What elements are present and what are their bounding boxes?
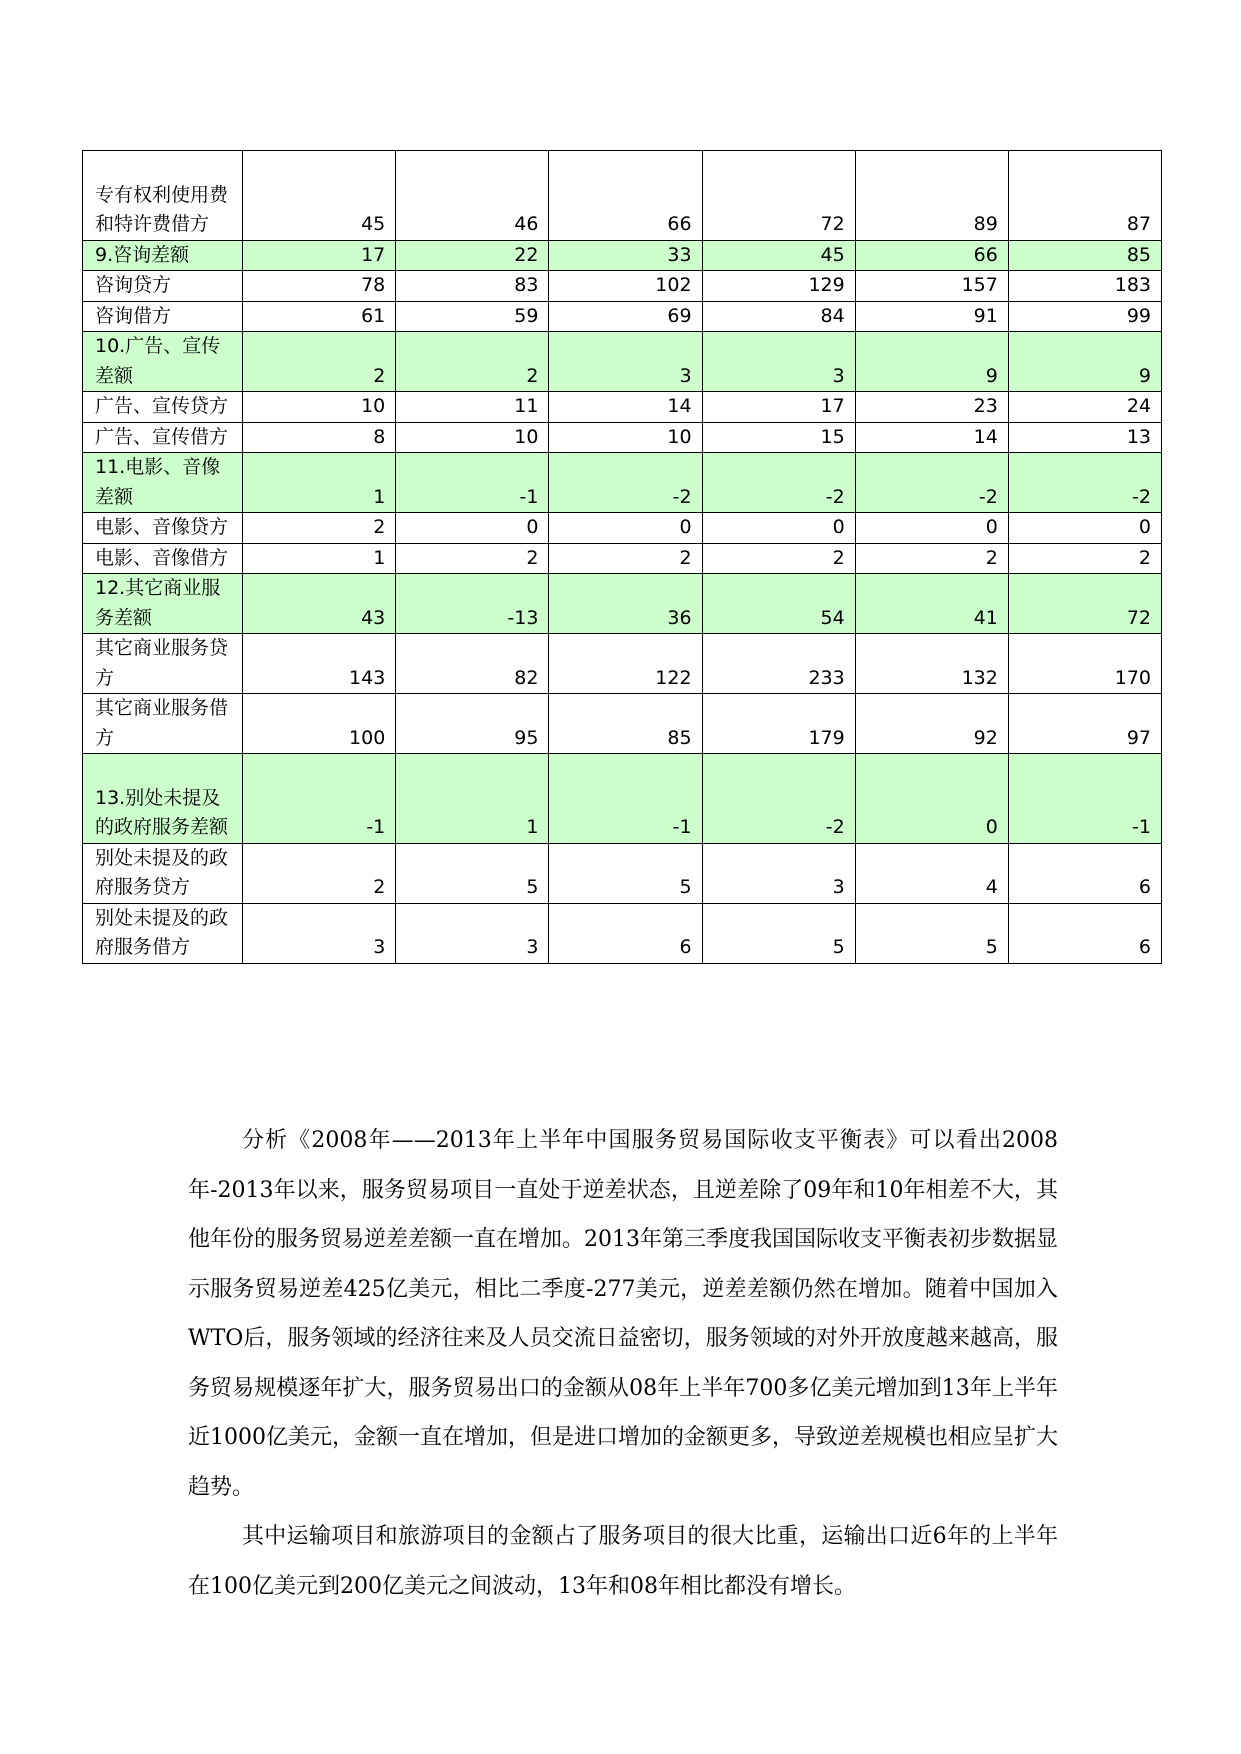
table-row bbox=[83, 301, 1162, 332]
row-label: 别处未提及的政府服务贷方 bbox=[83, 843, 243, 903]
value-cell: 0 bbox=[1008, 513, 1161, 544]
value-cell: -2 bbox=[702, 453, 855, 513]
value-cell: 2 bbox=[855, 543, 1008, 574]
value-cell: 78 bbox=[243, 271, 396, 302]
table-row bbox=[83, 392, 1162, 423]
value-cell: 23 bbox=[855, 392, 1008, 423]
value-cell: -1 bbox=[396, 453, 549, 513]
value-cell: 54 bbox=[702, 574, 855, 634]
value-cell: 92 bbox=[855, 694, 1008, 754]
value-cell: 10 bbox=[396, 422, 549, 453]
value-cell: 24 bbox=[1008, 392, 1161, 423]
value-cell: 5 bbox=[549, 843, 702, 903]
value-cell: 45 bbox=[702, 240, 855, 271]
row-label: 13.别处未提及的政府服务差额 bbox=[83, 754, 243, 844]
value-cell: -2 bbox=[1008, 453, 1161, 513]
value-cell: 179 bbox=[702, 694, 855, 754]
value-cell: 95 bbox=[396, 694, 549, 754]
table-row bbox=[83, 453, 1162, 513]
value-cell: 5 bbox=[396, 843, 549, 903]
row-label: 11.电影、音像差额 bbox=[83, 453, 243, 513]
service-trade-table bbox=[82, 150, 1162, 964]
value-cell: 183 bbox=[1008, 271, 1161, 302]
value-cell: 9 bbox=[1008, 332, 1161, 392]
value-cell: 0 bbox=[855, 513, 1008, 544]
row-label: 咨询借方 bbox=[83, 301, 243, 332]
value-cell: 143 bbox=[243, 634, 396, 694]
value-cell: 100 bbox=[243, 694, 396, 754]
value-cell: 91 bbox=[855, 301, 1008, 332]
value-cell: 102 bbox=[549, 271, 702, 302]
row-label: 电影、音像借方 bbox=[83, 543, 243, 574]
value-cell: -1 bbox=[243, 754, 396, 844]
table-row bbox=[83, 543, 1162, 574]
analysis-paragraph-2: 其中运输项目和旅游项目的金额占了服务项目的很大比重，运输出口近6年的上半年在100亿美元到200亿美元之间波动，13年和08年相比都没有增长。 bbox=[188, 1524, 1058, 1599]
value-cell: 3 bbox=[243, 903, 396, 963]
value-cell: 72 bbox=[702, 151, 855, 241]
value-cell: 45 bbox=[243, 151, 396, 241]
row-label: 咨询贷方 bbox=[83, 271, 243, 302]
value-cell: 157 bbox=[855, 271, 1008, 302]
value-cell: 9 bbox=[855, 332, 1008, 392]
value-cell: 2 bbox=[243, 513, 396, 544]
table-row bbox=[83, 574, 1162, 634]
value-cell: 83 bbox=[396, 271, 549, 302]
row-label: 10.广告、宣传差额 bbox=[83, 332, 243, 392]
value-cell: -2 bbox=[549, 453, 702, 513]
table-row bbox=[83, 271, 1162, 302]
row-label: 其它商业服务借方 bbox=[83, 694, 243, 754]
table-row bbox=[83, 151, 1162, 241]
value-cell: 13 bbox=[1008, 422, 1161, 453]
value-cell: -2 bbox=[855, 453, 1008, 513]
value-cell: 85 bbox=[1008, 240, 1161, 271]
value-cell: 17 bbox=[243, 240, 396, 271]
value-cell: 82 bbox=[396, 634, 549, 694]
value-cell: 0 bbox=[702, 513, 855, 544]
value-cell: 10 bbox=[243, 392, 396, 423]
table-row bbox=[83, 422, 1162, 453]
value-cell: 87 bbox=[1008, 151, 1161, 241]
value-cell: 4 bbox=[855, 843, 1008, 903]
value-cell: 85 bbox=[549, 694, 702, 754]
value-cell: 0 bbox=[549, 513, 702, 544]
value-cell: 2 bbox=[243, 843, 396, 903]
table-row bbox=[83, 843, 1162, 903]
row-label: 电影、音像贷方 bbox=[83, 513, 243, 544]
table-row bbox=[83, 240, 1162, 271]
value-cell: 15 bbox=[702, 422, 855, 453]
value-cell: 33 bbox=[549, 240, 702, 271]
value-cell: 2 bbox=[1008, 543, 1161, 574]
value-cell: 2 bbox=[702, 543, 855, 574]
value-cell: 6 bbox=[549, 903, 702, 963]
row-label: 9.咨询差额 bbox=[83, 240, 243, 271]
value-cell: 11 bbox=[396, 392, 549, 423]
table-body bbox=[83, 151, 1162, 964]
value-cell: 46 bbox=[396, 151, 549, 241]
value-cell: -2 bbox=[702, 754, 855, 844]
value-cell: 14 bbox=[549, 392, 702, 423]
row-label: 广告、宣传贷方 bbox=[83, 392, 243, 423]
row-label: 别处未提及的政府服务借方 bbox=[83, 903, 243, 963]
value-cell: 6 bbox=[1008, 843, 1161, 903]
row-label: 广告、宣传借方 bbox=[83, 422, 243, 453]
value-cell: 97 bbox=[1008, 694, 1161, 754]
table-row bbox=[83, 754, 1162, 844]
row-label: 专有权利使用费和特许费借方 bbox=[83, 151, 243, 241]
value-cell: 3 bbox=[549, 332, 702, 392]
value-cell: 3 bbox=[396, 903, 549, 963]
value-cell: 69 bbox=[549, 301, 702, 332]
value-cell: 2 bbox=[549, 543, 702, 574]
table-row bbox=[83, 903, 1162, 963]
value-cell: 3 bbox=[702, 843, 855, 903]
value-cell: 99 bbox=[1008, 301, 1161, 332]
value-cell: -1 bbox=[1008, 754, 1161, 844]
value-cell: 1 bbox=[396, 754, 549, 844]
value-cell: 14 bbox=[855, 422, 1008, 453]
value-cell: 10 bbox=[549, 422, 702, 453]
row-label: 其它商业服务贷方 bbox=[83, 634, 243, 694]
row-label: 12.其它商业服务差额 bbox=[83, 574, 243, 634]
value-cell: 36 bbox=[549, 574, 702, 634]
analysis-paragraph-1: 分析《2008年——2013年上半年中国服务贸易国际收支平衡表》可以看出2008年-2013年以来，服务贸易项目一直处于逆差状态，且逆差除了09年和10年相差不大，其他年份的服务贸易逆差差额一直在增加。2013年第三季度我国国际收支平衡表初步数据显示服务贸易逆差425亿美元，相比二季度-277美元，逆差差额仍然在增加。随着中国加入WTO后，服务领域的经济往来及人员交流日益密切，服务领域的对外开放度越来越高，服务贸易规模逐年扩大，服务贸易出口的金额从08年上半年700多亿美元增加到13年上半年近1000亿美元，金额一直在增加，但是进口增加的金额更多，导致逆差规模也相应呈扩大趋势。 bbox=[188, 1128, 1058, 1500]
value-cell: 233 bbox=[702, 634, 855, 694]
value-cell: 84 bbox=[702, 301, 855, 332]
value-cell: 2 bbox=[243, 332, 396, 392]
value-cell: 43 bbox=[243, 574, 396, 634]
value-cell: 61 bbox=[243, 301, 396, 332]
value-cell: 66 bbox=[549, 151, 702, 241]
value-cell: 170 bbox=[1008, 634, 1161, 694]
value-cell: 22 bbox=[396, 240, 549, 271]
value-cell: 1 bbox=[243, 453, 396, 513]
table-row bbox=[83, 332, 1162, 392]
value-cell: 41 bbox=[855, 574, 1008, 634]
table-row bbox=[83, 694, 1162, 754]
value-cell: 132 bbox=[855, 634, 1008, 694]
value-cell: 2 bbox=[396, 543, 549, 574]
value-cell: 1 bbox=[243, 543, 396, 574]
value-cell: 59 bbox=[396, 301, 549, 332]
table-row bbox=[83, 513, 1162, 544]
value-cell: 17 bbox=[702, 392, 855, 423]
value-cell: 0 bbox=[396, 513, 549, 544]
value-cell: 2 bbox=[396, 332, 549, 392]
value-cell: 129 bbox=[702, 271, 855, 302]
value-cell: 5 bbox=[702, 903, 855, 963]
table-row bbox=[83, 634, 1162, 694]
value-cell: 72 bbox=[1008, 574, 1161, 634]
value-cell: -1 bbox=[549, 754, 702, 844]
value-cell: 122 bbox=[549, 634, 702, 694]
value-cell: 3 bbox=[702, 332, 855, 392]
value-cell: 66 bbox=[855, 240, 1008, 271]
value-cell: -13 bbox=[396, 574, 549, 634]
value-cell: 5 bbox=[855, 903, 1008, 963]
value-cell: 89 bbox=[855, 151, 1008, 241]
value-cell: 8 bbox=[243, 422, 396, 453]
value-cell: 6 bbox=[1008, 903, 1161, 963]
value-cell: 0 bbox=[855, 754, 1008, 844]
